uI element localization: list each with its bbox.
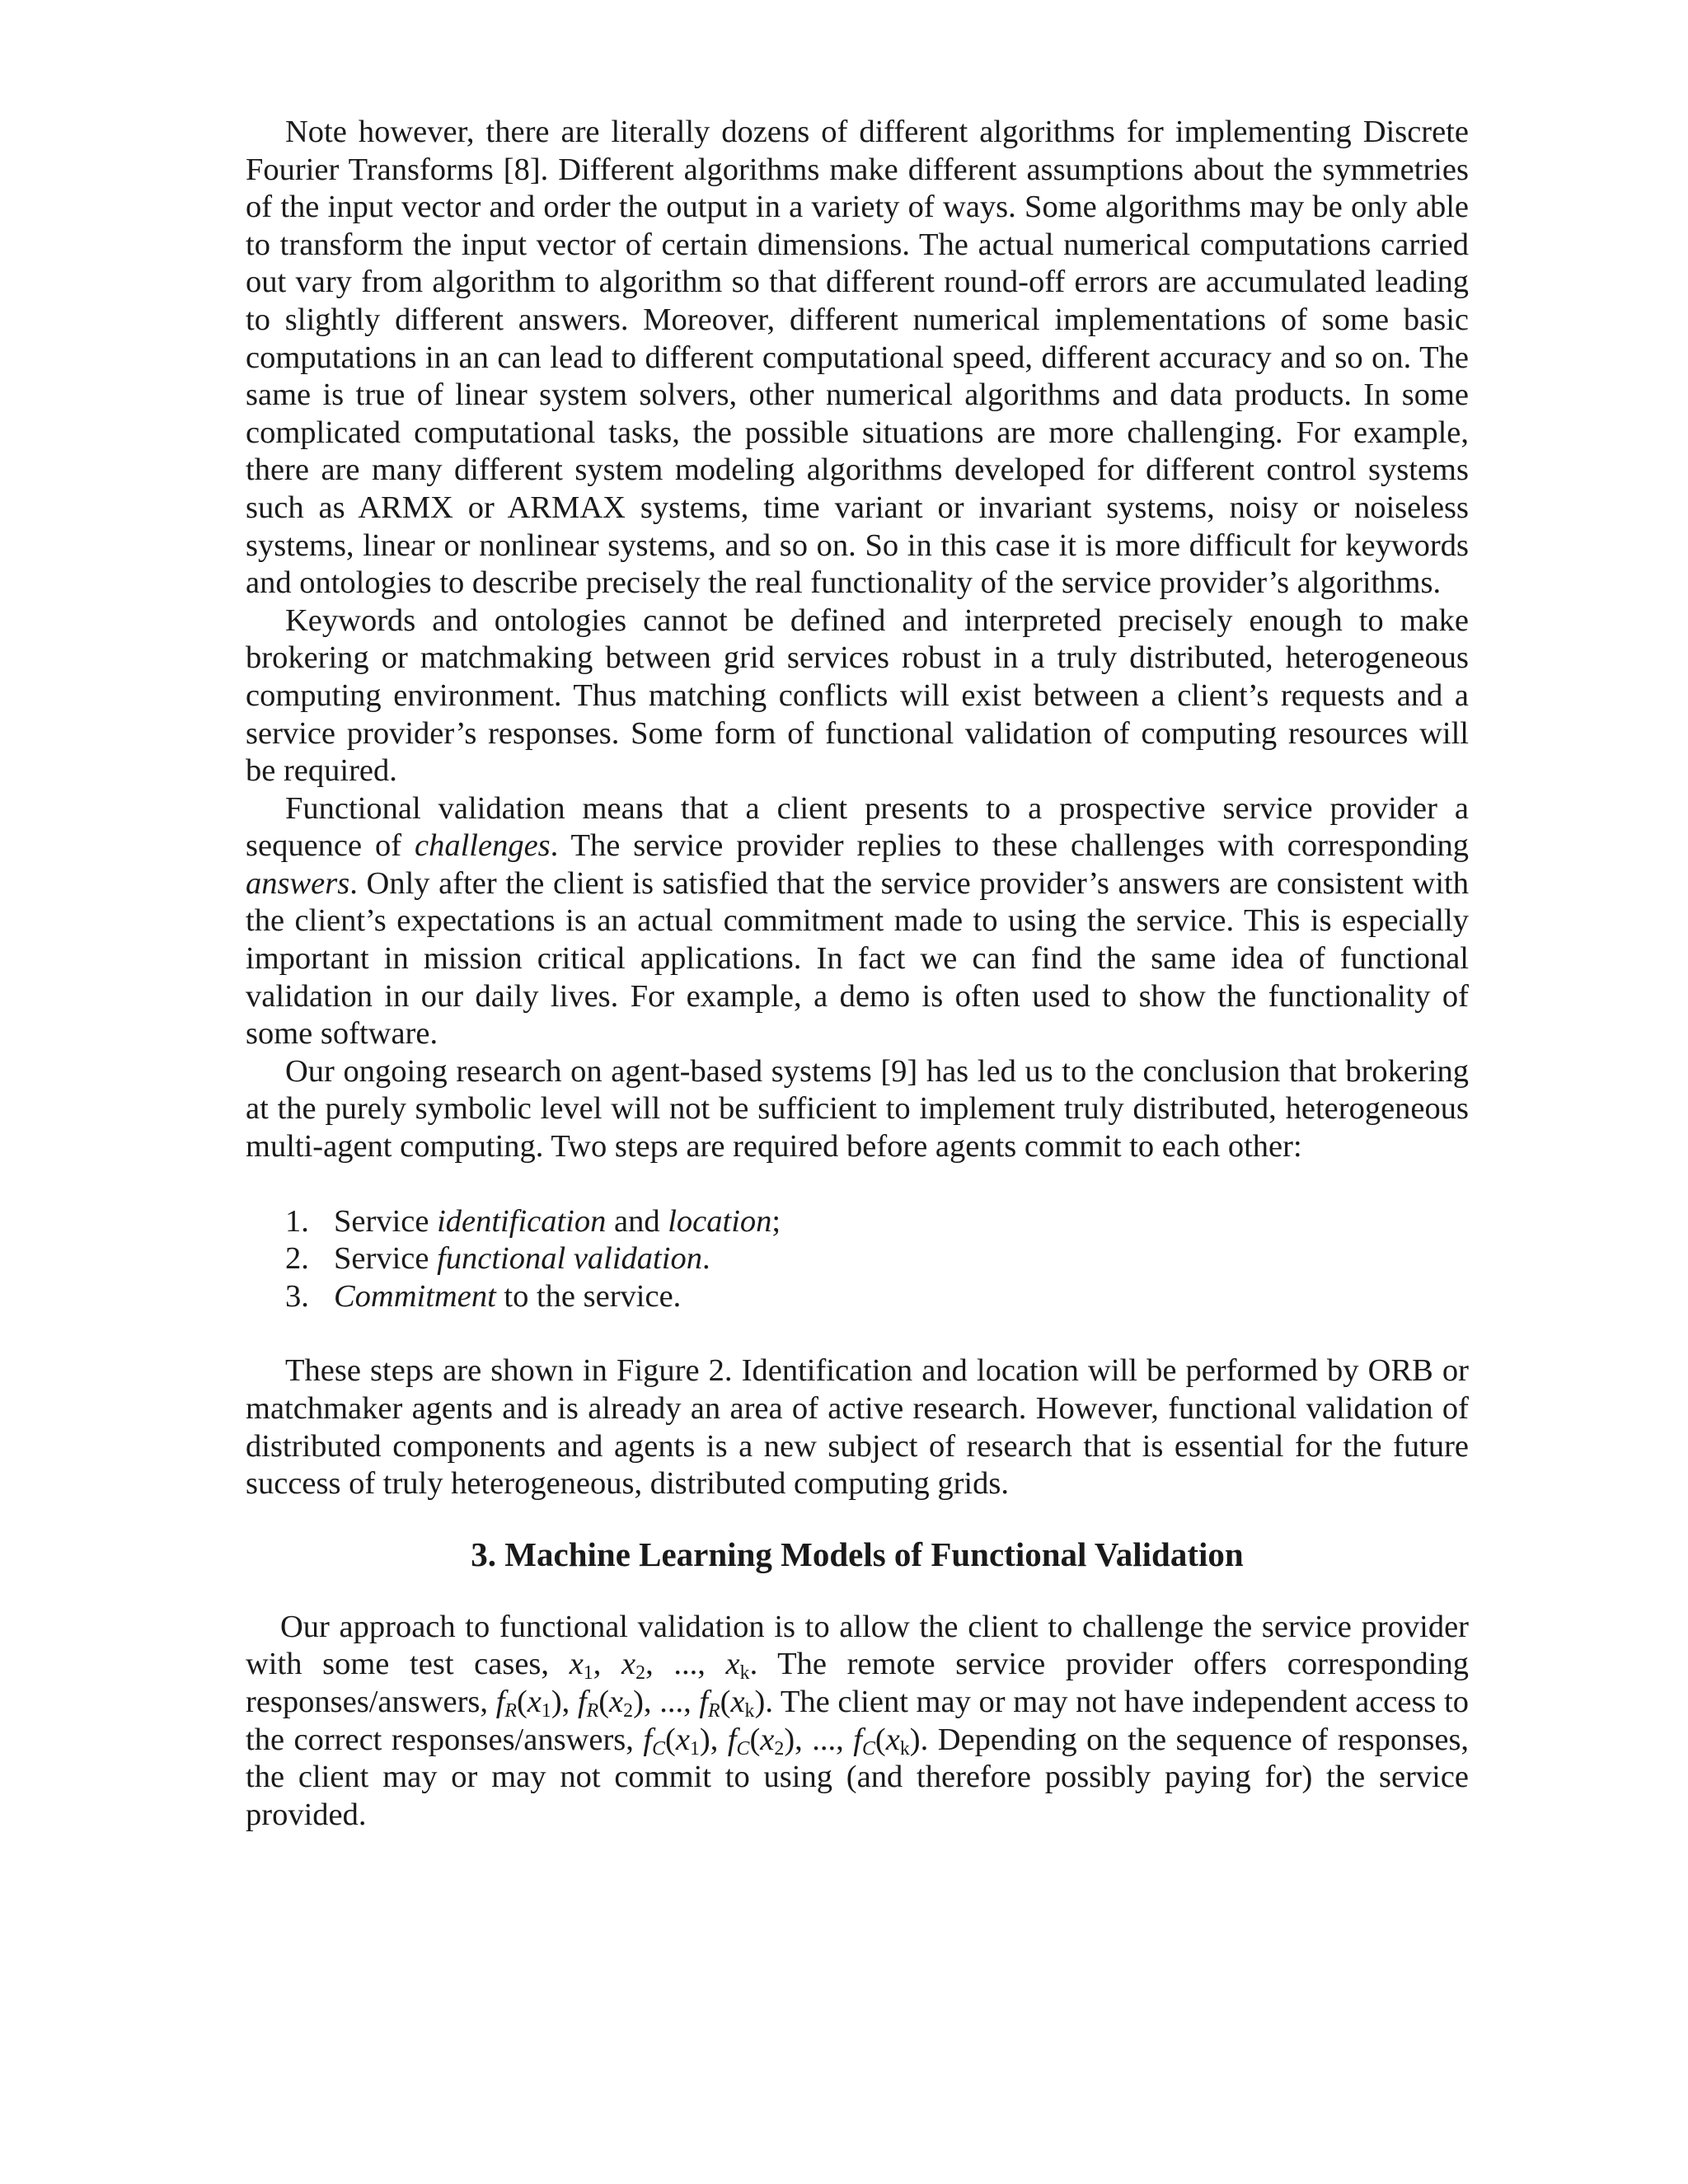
paragraph-figure-2-steps: These steps are shown in Figure 2. Identification and location will be performed by ORB or matchmaker agents and is already an area of active research. However, functional validation of distributed components and agents is a new subject of research that is essential for the future success of truly heterogeneous, distributed computing grids. xyxy=(246,1353,1469,1502)
text-run: Functional validation means that a client presents to a prospective service provider a sequence of xyxy=(246,790,1469,864)
paragraph-keywords-ontologies: Keywords and ontologies cannot be defined and interpreted precisely enough to make brokering or matchmaking between grid services robust in a truly distributed, heterogeneous computing environment. Thus matching conflicts will exist between a client’s requests and a service provider’s responses. Some form of functional validation of computing resources will be required. xyxy=(246,602,1469,789)
emphasis-identification: identification xyxy=(437,1203,607,1239)
list-number: 3. xyxy=(285,1278,309,1314)
paragraph-dft-algorithms: Note however, there are literally dozens of different algorithms for implementing Discrete Fourier Transforms [8]. Different algorithms make different assumptions about the symmetries of the input vector and order the output in a variety of ways. Some algorithms may be only able to transform the input vector of certain dimensions. The actual numerical computations carried out vary from algorithm to algorithm so that different round-off errors are accumulated leading to slightly different answers. Moreover, different numerical implementations of some basic computations in an can lead to different computational speed, different accuracy and so on. The same is true of linear system solvers, other numerical algorithms and data products. In some complicated computational tasks, the possible situations are more challenging. For example, there are many different system modeling algorithms developed for different control systems such as ARMX or ARMAX systems, time variant or invariant systems, noisy or noiseless systems, linear or nonlinear systems, and so on. So in this case it is more difficult for keywords and ontologies to describe precisely the real functionality of the service provider’s algorithms. xyxy=(246,115,1469,601)
emphasis-answers: answers xyxy=(246,865,350,901)
document-page xyxy=(246,114,1469,1834)
paragraph-approach: Our approach to functional validation is to allow the client to challenge the service provider with some test cases, $x_1$, $x_2$, ..., $x_k$. The remote service provider offers corresponding responses/answers, $f_R(x_1)$, $f_R(x_2)$, ..., $f_R(x_k)$. The client may or may not have independent access to the correct responses/answers, $f_C(x_1)$, $f_C(x_2)$, ..., $f_C(x_k)$. Depending on the sequence of responses, the client may or may not commit to using (and therefore possibly paying for) the service provided. xyxy=(246,1609,1470,1832)
emphasis-commitment: Commitment xyxy=(334,1278,496,1314)
list-item: 2. Service functional validation. xyxy=(246,1240,1469,1278)
list-item: 1. Service identification and location; xyxy=(246,1203,1469,1241)
text-run: . The service provider replies to these challenges with corresponding xyxy=(550,828,1469,864)
list-number: 1. xyxy=(285,1203,309,1239)
text-run: . Only after the client is satisfied that the service provider’s answers are consistent with the client’s expectations is an actual commitment made to using the service. This is especially important in mission critical applications. In fact we can find the same idea of functional validation in our daily lives. For example, a demo is often used to show the functionality of some software. xyxy=(246,865,1469,1052)
emphasis-functional-validation: functional validation xyxy=(437,1241,702,1277)
list-number: 2. xyxy=(285,1241,309,1277)
paragraph-functional-validation xyxy=(246,790,1469,1053)
emphasis-challenges: challenges xyxy=(415,828,551,864)
steps-list xyxy=(246,1203,1469,1316)
emphasis-location: location xyxy=(668,1203,772,1239)
paragraph-agent-research: Our ongoing research on agent-based systems [9] has led us to the conclusion that brokering at the purely symbolic level will not be sufficient to implement truly distributed, heterogeneous multi-agent computing. Two steps are required before agents commit to each other: xyxy=(246,1053,1469,1165)
list-item: 3. Commitment to the service. xyxy=(246,1278,1469,1316)
section-heading: 3. Machine Learning Models of Functional Validation xyxy=(471,1535,1244,1573)
